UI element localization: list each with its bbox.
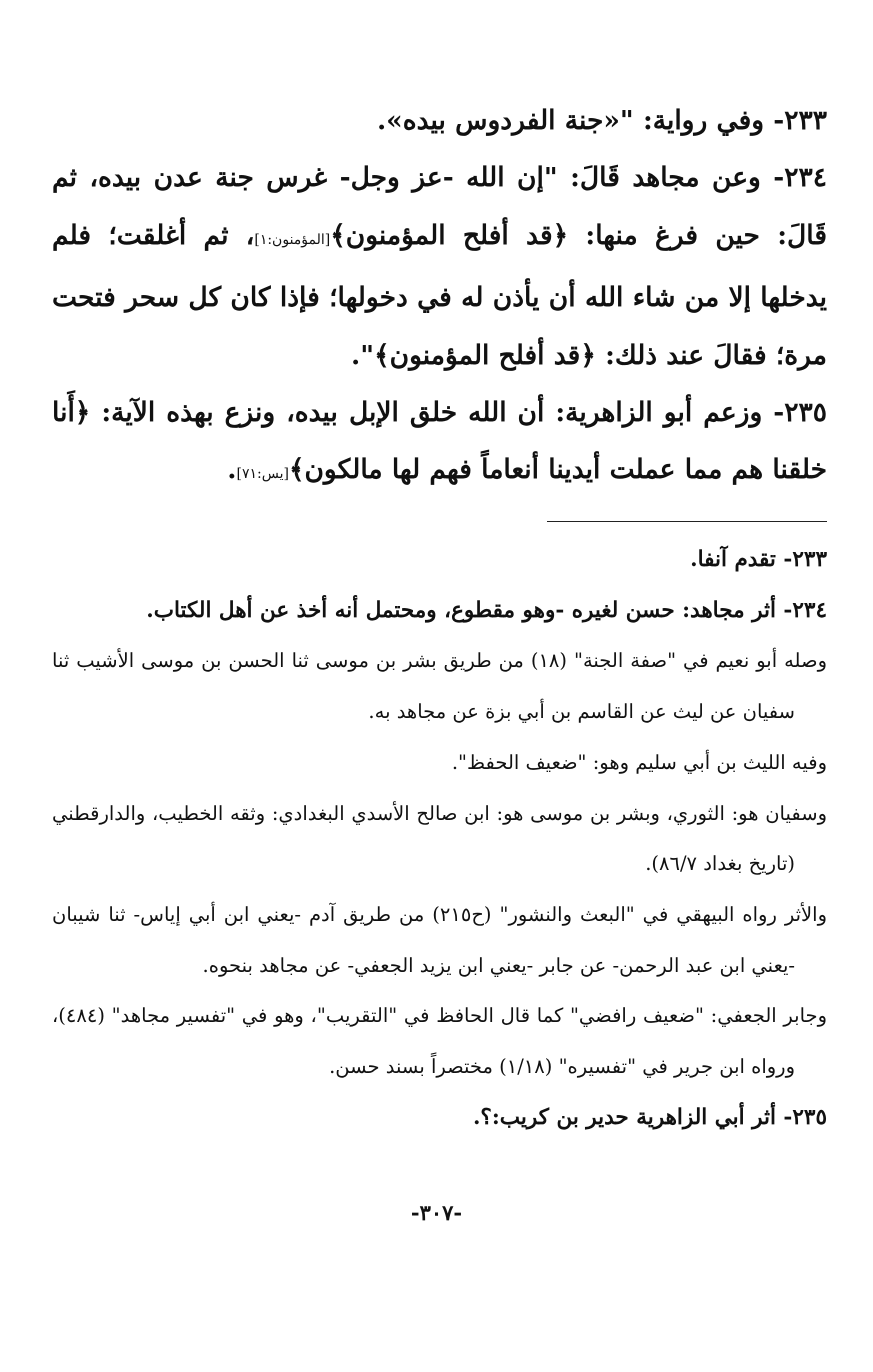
note-235: ٢٣٥- أثر أبي الزاهرية حدير بن كريب:؟. bbox=[472, 1104, 827, 1130]
note-234-paragraph: وصله أبو نعيم في "صفة الجنة" (١٨) من طريق بشر بن موسى ثنا الحسن بن موسى الأشيب ثنا سفيان عن ليث عن القاسم بن أبي بزة عن مجاهد به. bbox=[52, 649, 827, 724]
paragraph-text-tail: ، ثم أغلقت؛ فلم يدخلها إلا من شاء الله أن يأذن له في دخولها؛ فإذا كان كل سحر فتحت مرة؛ فقالَ عند ذلك: ﴿قد أفلح المؤمنون﴾". bbox=[52, 219, 827, 371]
footnote-divider bbox=[547, 521, 827, 522]
item-number: ٢٣٣- bbox=[773, 105, 827, 136]
item-number: ٢٣٤- bbox=[773, 162, 827, 194]
paragraph-234 bbox=[52, 149, 827, 384]
paragraph-text-tail: . bbox=[227, 454, 237, 486]
note-234-heading: ٢٣٤- أثر مجاهد: حسن لغيره -وهو مقطوع، ومحتمل أنه أخذ عن أهل الكتاب. bbox=[146, 597, 827, 623]
main-text bbox=[52, 92, 827, 504]
item-number: ٢٣٥- bbox=[773, 397, 827, 429]
note-234-paragraph: والأثر رواه البيهقي في "البعث والنشور" (ح٢١٥) من طريق آدم -يعني ابن أبي إياس- ثنا شيبان -يعني ابن عبد الرحمن- عن جابر -يعني ابن يزيد الجعفي- عن مجاهد بنحوه. bbox=[52, 902, 827, 977]
quran-reference: [المؤمنون:١] bbox=[254, 231, 331, 248]
paragraph-text: وزعم أبو الزاهرية: أن الله خلق الإبل بيده، ونزع بهذه الآية: ﴿أَنا خلقنا هم مما عملت أيدينا أنعاماً فهم لها مالكون﴾ bbox=[52, 397, 827, 486]
paragraph-text: وفي رواية: "«جنة الفردوس بيده». bbox=[376, 105, 765, 136]
paragraph-text: وعن مجاهد قَالَ: "إن الله -عز وجل- غرس جنة عدن بيده، ثم قَالَ: حين فرغ منها: ﴿قد أفلح المؤمنون﴾ bbox=[52, 162, 827, 251]
footnotes bbox=[52, 535, 827, 1143]
note-234-paragraph: وفيه الليث بن أبي سليم وهو: "ضعيف الحفظ". bbox=[451, 750, 827, 774]
page-number: -٣٠٧- bbox=[410, 1200, 463, 1225]
paragraph-233 bbox=[52, 92, 827, 149]
quran-reference: [يس:٧١] bbox=[236, 466, 289, 483]
note-234-paragraph: وجابر الجعفي: "ضعيف رافضي" كما قال الحافظ في "التقريب"، وهو في "تفسير مجاهد" (٤٨٤)، ورواه ابن جرير في "تفسيره" (١/١٨) مختصراً بسند حسن. bbox=[52, 1004, 827, 1079]
note-234-paragraph: وسفيان هو: الثوري، وبشر بن موسى هو: ابن صالح الأسدي البغدادي: وثقه الخطيب، والدارقطني (تاريخ بغداد ٨٦/٧). bbox=[52, 801, 827, 876]
paragraph-235 bbox=[52, 384, 827, 504]
note-233: ٢٣٣- تقدم آنفا. bbox=[690, 547, 827, 572]
